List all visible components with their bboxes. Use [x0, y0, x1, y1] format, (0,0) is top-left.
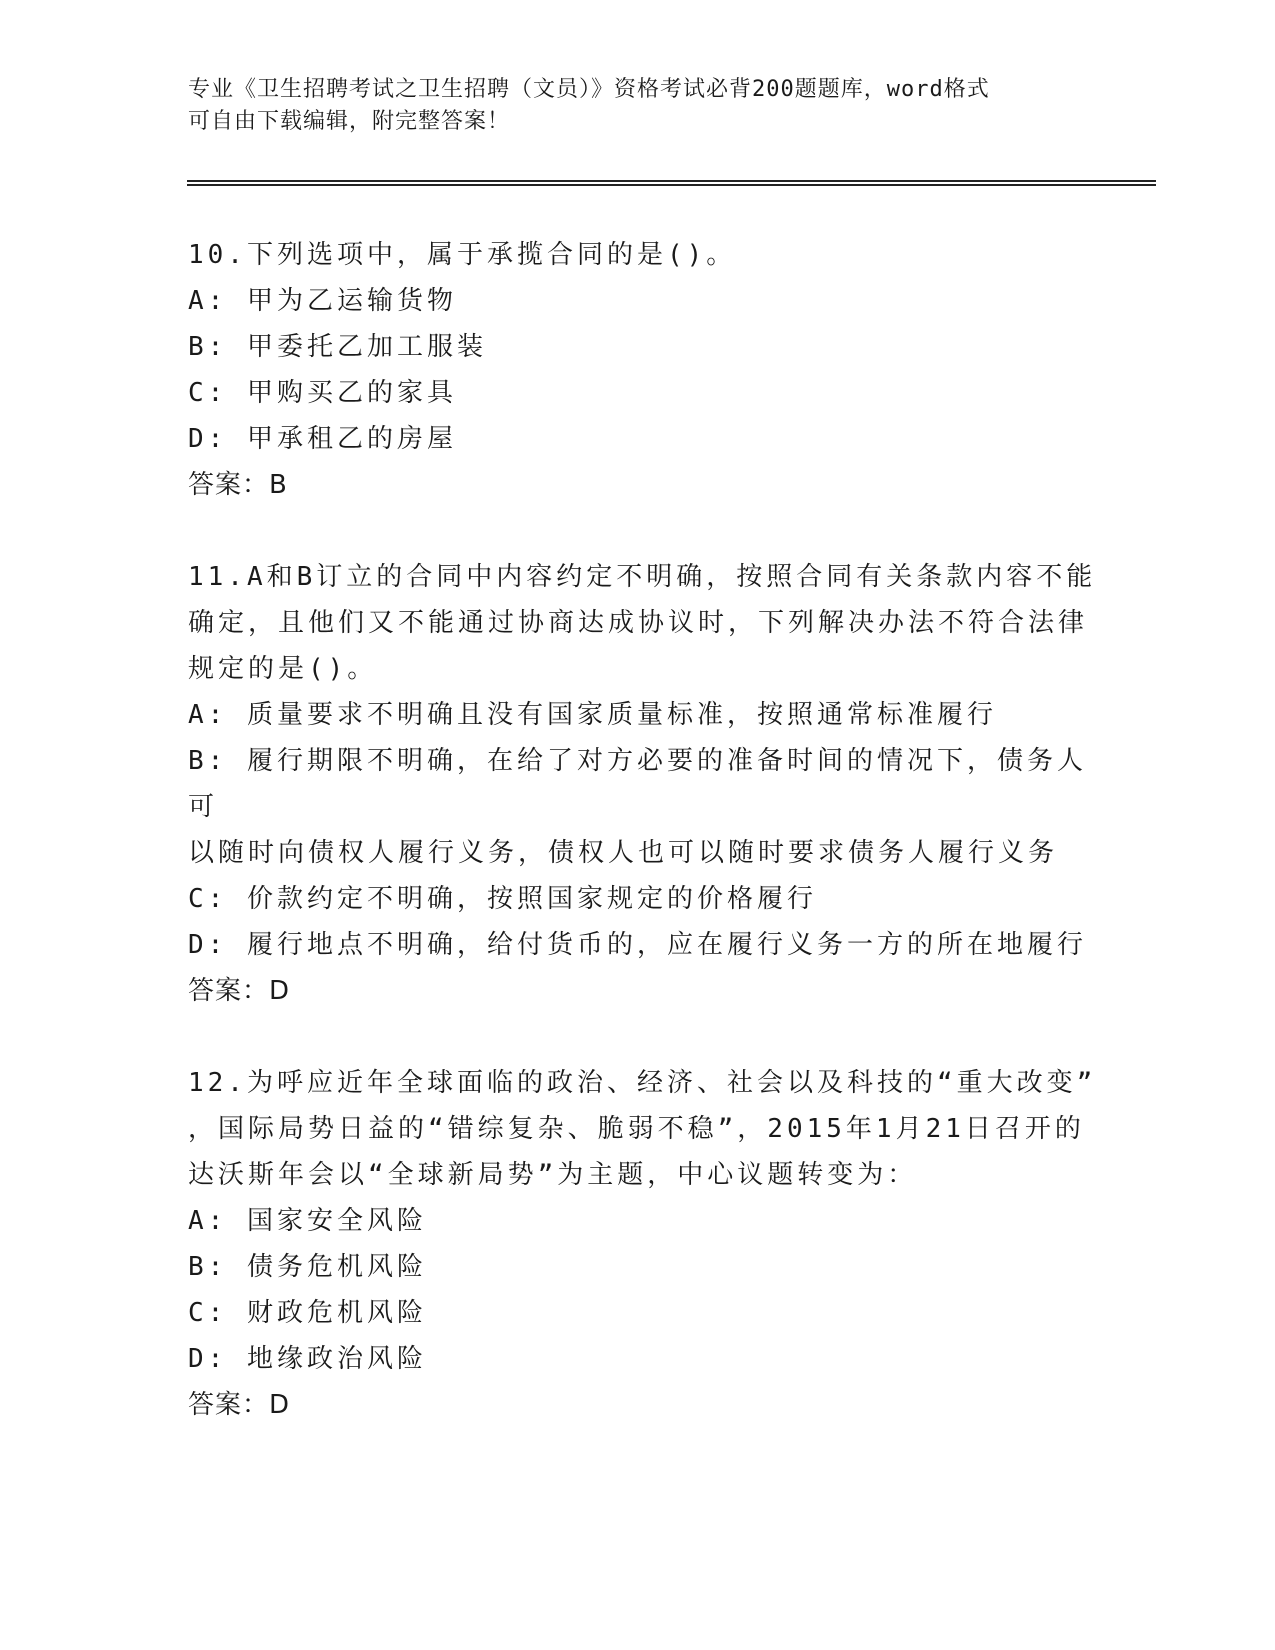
option-d: D: 甲承租乙的房屋	[188, 424, 457, 454]
question-11	[188, 554, 1108, 1014]
option-a: A: 甲为乙运输货物	[188, 286, 457, 316]
question-stem: 10.下列选项中，属于承揽合同的是()。	[188, 240, 737, 270]
question-stem-line: 12.为呼应近年全球面临的政治、经济、社会以及科技的“重大改变”	[188, 1068, 1097, 1098]
option-c: C: 甲购买乙的家具	[188, 378, 457, 408]
option-b: B: 债务危机风险	[188, 1252, 427, 1282]
question-stem-line: 达沃斯年会以“全球新局势”为主题，中心议题转变为：	[188, 1160, 918, 1190]
question-stem-line: 规定的是()。	[188, 654, 378, 684]
option-d: D: 履行地点不明确，给付货币的，应在履行义务一方的所在地履行	[188, 930, 1087, 960]
option-a: A: 国家安全风险	[188, 1206, 427, 1236]
question-list	[188, 232, 1108, 1474]
option-b: B: 甲委托乙加工服装	[188, 332, 487, 362]
question-stem-line: 11.A和B订立的合同中内容约定不明确，按照合同有关条款内容不能	[188, 562, 1097, 592]
question-10	[188, 232, 1108, 508]
question-12	[188, 1060, 1108, 1428]
question-stem-line: 确定，且他们又不能通过协商达成协议时，下列解决办法不符合法律	[188, 608, 1089, 638]
header-line-2: 可自由下载编辑，附完整答案！	[188, 109, 511, 134]
option-b: B: 履行期限不明确，在给了对方必要的准备时间的情况下，债务人可	[188, 746, 1087, 822]
answer-label: 答案：D	[188, 976, 291, 1006]
option-b-continued: 以随时向债权人履行义务，债权人也可以随时要求债务人履行义务	[188, 838, 1059, 868]
option-a: A: 质量要求不明确且没有国家质量标准，按照通常标准履行	[188, 700, 997, 730]
answer-label: 答案：B	[188, 470, 288, 500]
option-d: D: 地缘政治风险	[188, 1344, 427, 1374]
question-stem-line: ，国际局势日益的“错综复杂、脆弱不稳”，2015年1月21日召开的	[188, 1114, 1085, 1144]
answer-label: 答案：D	[188, 1390, 291, 1420]
header-line-1: 专业《卫生招聘考试之卫生招聘（文员）》资格考试必背200题题库，word格式	[188, 77, 990, 102]
option-c: C: 财政危机风险	[188, 1298, 427, 1328]
option-c: C: 价款约定不明确，按照国家规定的价格履行	[188, 884, 817, 914]
header-double-rule	[187, 180, 1156, 186]
document-header	[188, 74, 1088, 138]
